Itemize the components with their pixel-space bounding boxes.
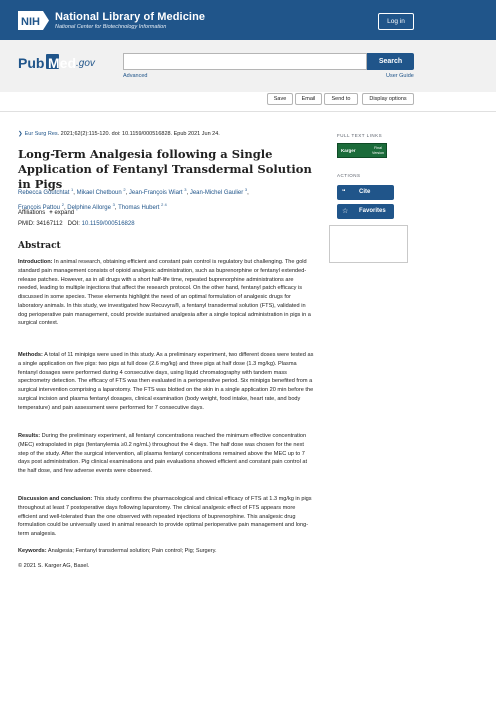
discussion-label: Discussion and conclusion: <box>18 496 93 502</box>
author-link[interactable]: François Pattou <box>18 205 61 211</box>
chevron-right-icon[interactable]: ❯ <box>18 131 23 137</box>
copyright: © 2021 S. Karger AG, Basel. <box>18 563 90 569</box>
pmid-value: 34167112 <box>36 221 63 227</box>
author-link[interactable]: Jean-François Wiart <box>128 190 183 196</box>
author-line-2: François Pattou $^2$, Delphine Allorge $^3$, Thomas Hubert $^{2 4}$ <box>18 202 167 211</box>
abstract-discussion <box>18 495 314 539</box>
karger-full-text-link[interactable] <box>337 143 387 158</box>
action-bar <box>0 92 496 112</box>
discussion-text: This study confirms the pharmacological and clinical efficacy of FTS at 1.3 mg/kg in pigs throughout at least 7 postoperative days following laparotomy. The clinical analgesic effect of FTS appears more efficient and well-tolerated than the one observed with repeated injections of buprenorphine. This analgesic drug formulation could be universally used in animal research to provide optimal perioperative pain management and long-term analgesia. <box>18 496 312 537</box>
results-label: Results: <box>18 433 41 439</box>
search-button[interactable]: Search <box>367 53 414 70</box>
keywords-label: Keywords: <box>18 548 47 554</box>
expand-label: expand <box>54 210 75 216</box>
login-button[interactable]: Log in <box>378 13 414 30</box>
star-icon: ☆ <box>342 208 349 215</box>
full-text-links-label: FULL TEXT LINKS <box>337 133 383 138</box>
keywords <box>18 548 314 554</box>
doi-label: DOI: <box>67 221 80 227</box>
affiliations-toggle[interactable] <box>18 210 74 216</box>
nih-header <box>0 0 496 40</box>
favorites-label: Favorites <box>359 208 386 214</box>
save-button[interactable]: Save <box>267 93 293 105</box>
author-link[interactable]: Delphine Allorge <box>67 205 111 211</box>
introduction-label: Introduction: <box>18 259 53 265</box>
final-version-text: Final Version <box>372 146 384 155</box>
quote-icon: “ <box>342 189 346 196</box>
karger-logo-text: Karger <box>341 148 356 153</box>
author-sup[interactable]: 2 <box>61 202 64 207</box>
nih-title[interactable]: National Library of Medicine <box>55 11 206 23</box>
author-link[interactable]: Mikael Chetboun <box>76 190 122 196</box>
send-to-button[interactable]: Send to <box>324 93 358 105</box>
author-sup[interactable]: 2 4 <box>161 202 167 207</box>
email-button[interactable]: Email <box>295 93 322 105</box>
doi-link[interactable]: 10.1159/000516828 <box>81 221 135 227</box>
abstract-introduction <box>18 258 314 328</box>
advanced-search-link[interactable]: Advanced <box>123 73 148 79</box>
results-text: During the preliminary experiment, all fentanyl concentrations reached the minimum effective concentration (MEC) extrapolated in pigs (fentanylemia ≥0.2 ng/mL) throughout the 4 days. The half dose was chosen for the next step of the study. After the surgical intervention, all plasma fentanyl concentrations remained above the MEC up to 7 days post administration. Pig clinical examinations and pain evaluations showed efficient and constant pain control at the half dose, and few adverse events were observed. <box>18 433 308 474</box>
user-guide-link[interactable]: User Guide <box>386 73 414 79</box>
abstract-heading: Abstract <box>18 241 61 251</box>
pmid-label: PMID: <box>18 221 35 227</box>
sidebar-placeholder-box <box>329 225 408 263</box>
actions-label: ACTIONS <box>337 173 361 178</box>
pubmed-logo[interactable] <box>18 53 94 73</box>
nih-logo-icon[interactable] <box>18 11 49 30</box>
affiliations-label: Affiliations <box>18 210 46 216</box>
author-link[interactable]: Thomas Hubert <box>118 205 160 211</box>
abstract-results <box>18 432 314 476</box>
nih-logo-text: NIH <box>21 16 40 28</box>
search-input[interactable] <box>123 53 367 70</box>
citation <box>18 131 220 137</box>
introduction-text: In animal research, obtaining efficient and constant pain control is regulatory but challenging. The gold standard pain management consists of opioid analgesic administration, such as buprenorphine or fentanyl extended-release patches. However, as in all drugs with a short half-life time, repeated buprenorphine administrations are needed, leading to multiple injections that affect the research protocol. On the other hand, fentanyl patch efficacy is discussed in some species. These elements highlight the need of an optimal formulation of analgesic drugs for laboratory animals. In this study, we investigated how Recuvyra®, a fentanyl transdermal solution (FTS), validated in dog perioperative pain management, could provide sustained analgesia after a single topical administration in pigs in a surgical context. <box>18 259 311 327</box>
author-sup[interactable]: 3 <box>112 202 115 207</box>
author-line-1: Rebecca Goutchtat $^1$, Mikael Chetboun $^2$, Jean-François Wiart $^3$, Jean-Michel Gaulier $^3$, <box>18 187 249 196</box>
pubmed-logo-pub: Pub <box>18 55 45 71</box>
favorites-button[interactable] <box>337 204 394 219</box>
cite-label: Cite <box>359 189 371 195</box>
pubmed-logo-gov: .gov <box>76 58 95 69</box>
author-sup[interactable]: 3 <box>184 187 187 192</box>
cite-button[interactable] <box>337 185 394 200</box>
article-title: Long-Term Analgesia following a Single Application of Fentanyl Transdermal Solution in Pigs <box>18 147 312 191</box>
citation-details: . 2021;62(2):115-120. doi: 10.1159/000516828. Epub 2021 Jun 24. <box>57 131 220 137</box>
keywords-text: Analgesia; Fentanyl transdermal solution; Pain control; Pig; Surgery. <box>46 548 217 554</box>
plus-icon: + <box>49 210 53 216</box>
methods-label: Methods: <box>18 352 43 358</box>
journal-link[interactable]: Eur Surg Res <box>24 131 58 137</box>
nih-subtitle: National Center for Biotechnology Information <box>55 24 167 30</box>
display-options-button[interactable]: Display options <box>362 93 414 105</box>
author-link[interactable]: Jean-Michel Gaulier <box>189 190 244 196</box>
pmid-doi-line <box>18 221 135 227</box>
abstract-methods <box>18 351 314 412</box>
pubmed-logo-med: Med <box>48 55 76 71</box>
author-sup[interactable]: 2 <box>123 187 126 192</box>
author-link[interactable]: Rebecca Goutchtat <box>18 190 70 196</box>
author-sup[interactable]: 1 <box>71 187 74 192</box>
author-sup[interactable]: 3 <box>244 187 248 192</box>
methods-text: A total of 11 minipigs were used in this study. As a preliminary experiment, two different doses were tested as a single application on five pigs: two pigs at full dose (2.6 mg/kg) and three pigs at half dose (1.3 mg/kg). Plasma fentanyl dosages were performed during 4 consecutive days, using liquid chromatography with tandem mass spectrometry detection. The efficacy of FTS was then evaluated in a perioperative period. Six minipigs benefited from a surgical intervention comprising a laparotomy. The FTS was blotted on the skin in a single application 20 min before the surgical incision and plasma fentanyl dosages, clinical examination (body weight, food intake, heart rate, and body temperature) and pain assessment were performed for 7 consecutive days. <box>18 352 314 411</box>
